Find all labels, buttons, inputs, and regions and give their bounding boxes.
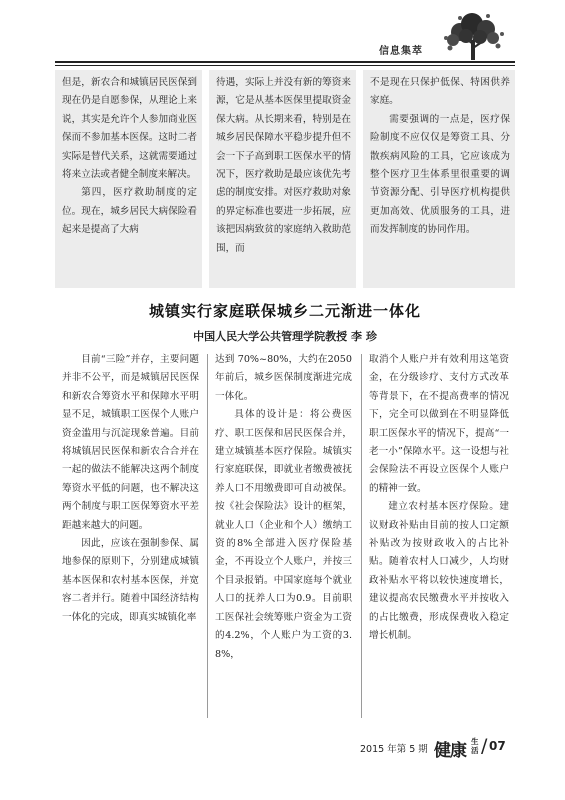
header-rule [55,61,515,63]
paragraph: 不是现在只保护低保、特困供养家庭。 [370,77,510,107]
paragraph: 取消个人账户并有效利用这笔资金，在分级诊疗、支付方式改革等背景下，在不提高费率的情况下，完全可以做到在不明显降低职工医保水平的情况下，提高“一老一小”保障水平。这一设想与社会保险法不再设立医保个人账户的精神一致。 [369,354,509,494]
top-column-3 [370,74,510,286]
bottom-column-2 [215,351,352,721]
top-column-1 [62,74,197,286]
paragraph: 因此，应该在强制参保、属地参保的原则下，分别建成城镇基本医保和农村基本医保，并宽容二者并行。随着中国经济结构一体化的完成，即真实城镇化率 [62,538,199,623]
paragraph: 待遇，实际上并没有新的筹资来源，它是从基本医保里提取资金保大病。从长期来看，特别是在城乡居民保障水平稳步提升但不会一下子高到职工医保水平的情况下，医疗救助是最应该优先考虑的制度安排。对医疗救助对象的界定标准也要进一步拓展，应该把因病致贫的家庭纳入救助范围，而 [216,77,351,254]
paragraph: 需要强调的一点是，医疗保险制度不应仅仅是筹资工具、分散疾病风险的工具，它应该成为整个医疗卫生体系里很重要的调节资源分配、引导医疗机构提供更加高效、优质服务的工具，进而发挥制度的协同作用。 [370,113,510,236]
paragraph: 具体的设计是：将公费医疗、职工医保和居民医保合并，建立城镇基本医疗保险。城镇实行家庭联保，即就业者缴费被抚养人口不用缴费即可自动被保。按《社会保险法》设计的框架，就业人口（企业和个人）缴纳工资的8%全部进入医疗保险基金，不再设立个人账户，并按三个目录报销。中国家庭每个就业人口的抚养人口为0.9。目前职工医保社会统筹账户资金为工资的4.2%，个人账户为工资的3.8%， [215,409,352,660]
magazine-brand: 健康 [434,741,466,761]
page-footer [360,735,520,761]
tree-logo-icon [438,10,510,62]
paragraph: 第四，医疗救助制度的定位。现在，城乡居民大病保险看起来是提高了大病 [62,187,197,236]
magazine-brand-suffix: 生活 [471,737,479,755]
column-divider [361,354,362,718]
section-tag: 信息集萃 [379,46,423,57]
paragraph: 目前“三险”并存，主要问题并非不公平，而是城镇居民医保和新农合筹资水平和保障水平明显不足，城镇职工医保个人账户资金滥用与沉淀现象普遍。目前将城镇居民医保和新农合合并在一起的做法不能解决这两个制度筹资水平低的问题，也不解决这两个制度与职工医保筹资水平差距越来越大的问题。 [62,354,199,531]
page-number: 07 [489,739,506,753]
header-rule-thin [55,65,515,66]
issue-label: 2015 年第 5 期 [360,744,428,755]
bottom-column-1 [62,351,199,721]
article-byline: 中国人民大学公共管理学院教授 李 珍 [193,330,377,343]
paragraph: 但是，新农合和城镇居民医保到现在仍是自愿参保，从理论上来说，其实是允许个人参加商业医保而不参加基本医保。这时二者实际是替代关系，这就需要通过将来立法或者健全制度来解决。 [62,77,197,181]
column-divider [207,354,208,718]
slash-divider: / [481,735,488,757]
paragraph: 建立农村基本医疗保险。建议财政补贴由目前的按人口定额补贴改为按财政收入的占比补贴。随着农村人口减少，人均财政补贴水平将以较快速度增长，建议提高农民缴费水平并按收入的占比缴费，形成保费收入稳定增长机制。 [369,501,509,642]
paragraph: 达到 70%~80%，大约在2050年前后，城乡医保制度渐进完成一体化。 [215,354,352,402]
top-column-2 [216,74,351,286]
article-title: 城镇实行家庭联保城乡二元渐进一体化 [148,302,421,320]
bottom-column-3 [369,351,509,721]
